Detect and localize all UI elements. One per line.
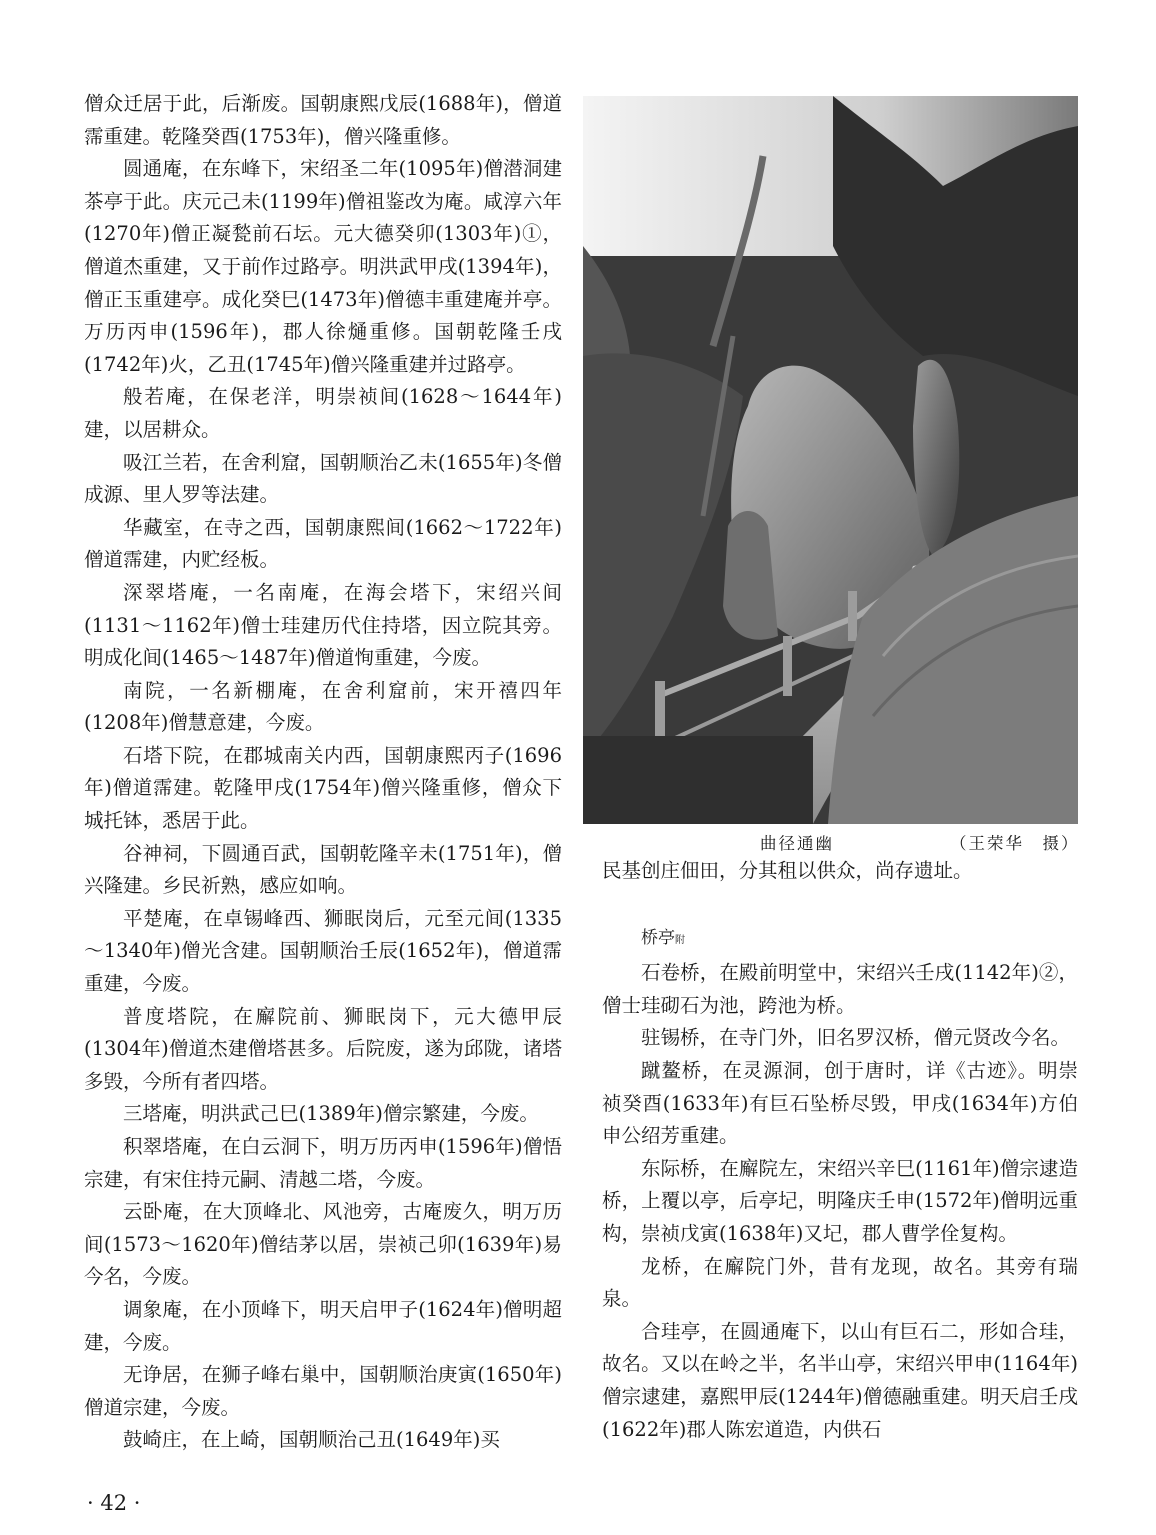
paragraph: 平楚庵，在卓锡峰西、狮眠岗后，元至元间(1335～1340年)僧光含建。国朝顺治壬辰(1652年)，僧道霈重建，今废。	[84, 906, 562, 996]
paragraph: 南院，一名新棚庵，在舍利窟前，宋开禧四年(1208年)僧慧意建，今废。	[84, 678, 562, 735]
right-text-column	[602, 855, 1078, 1446]
paragraph: 华藏室，在寺之西，国朝康熙间(1662～1722年)僧道霈建，内贮经板。	[84, 515, 562, 572]
paragraph: 般若庵，在保老洋，明崇祯间(1628～1644年)建，以居耕众。	[84, 385, 562, 441]
paragraph: 吸江兰若，在舍利窟，国朝顺治乙未(1655年)冬僧成源、里人罗等法建。	[84, 450, 562, 507]
paragraph: 调象庵，在小顶峰下，明天启甲子(1624年)僧明超建，今废。	[84, 1297, 562, 1354]
section-heading	[602, 922, 1078, 958]
paragraph: 蹴鳌桥，在灵源洞，创于唐时，详《古迹》。明崇祯癸酉(1633年)有巨石坠桥尽毁，甲戌(1634年)方伯申公绍芳重建。	[602, 1058, 1078, 1148]
photo-illustration	[583, 96, 1078, 824]
paragraph: 龙桥，在廨院门外，昔有龙现，故名。其旁有瑞泉。	[602, 1254, 1078, 1311]
paragraph: 石卷桥，在殿前明堂中，宋绍兴壬戌(1142年)②，僧士珪砌石为池，跨池为桥。	[602, 961, 1078, 1017]
paragraph: 驻锡桥，在寺门外，旧名罗汉桥，僧元贤改今名。	[641, 1026, 1071, 1050]
bridge-paragraphs	[602, 957, 1078, 1446]
paragraph: 僧众迁居于此，后渐废。国朝康熙戊辰(1688年)，僧道霈重建。乾隆癸酉(1753年)，僧兴隆重修。	[84, 92, 562, 148]
paragraph: 云卧庵，在大顶峰北、风池旁，古庵废久，明万历间(1573～1620年)僧结茅以居，崇祯己卯(1639年)易今名，今废。	[84, 1200, 562, 1289]
paragraph: 积翠塔庵，在白云洞下，明万历丙申(1596年)僧悟宗建，有宋住持元嗣、清越二塔，今废。	[84, 1135, 562, 1191]
photo-caption-credit: （王荣华 摄）	[950, 834, 1080, 853]
paragraph: 谷神祠，下圆通百武，国朝乾隆辛未(1751年)，僧兴隆建。乡民祈熟，感应如响。	[84, 841, 562, 898]
photo-winding-path	[583, 96, 1078, 824]
paragraph: 深翠塔庵，一名南庵，在海会塔下，宋绍兴间(1131～1162年)僧士珪建历代住持塔，因立院其旁。明成化间(1465～1487年)僧道恂重建，今废。	[84, 580, 562, 670]
paragraph: 东际桥，在廨院左，宋绍兴辛巳(1161年)僧宗逮造桥，上覆以亭，后亭圮，明隆庆壬申(1572年)僧明远重构，崇祯戊寅(1638年)又圮，郡人曹学佺复构。	[602, 1156, 1078, 1245]
page-number: · 42 ·	[87, 1491, 141, 1515]
continuation-paragraph: 民基创庄佃田，分其租以供众，尚存遗址。	[602, 859, 973, 882]
section-heading-title: 桥亭	[641, 927, 675, 948]
paragraph: 合珪亭，在圆通庵下，以山有巨石二，形如合珪，故名。又以在岭之半，名半山亭，宋绍兴甲申(1164年)僧宗逮建，嘉熙甲辰(1244年)僧德融重建。明天启壬戌(1622年)郡人陈宏道造，内供石	[602, 1319, 1078, 1441]
photo-caption-title: 曲径通幽	[760, 834, 834, 853]
paragraph: 普度塔院，在廨院前、狮眠岗下，元大德甲辰(1304年)僧道杰建僧塔甚多。后院废，遂为邱陇，诸塔多毁，今所有者四塔。	[84, 1004, 562, 1093]
paragraph: 圆通庵，在东峰下，宋绍圣二年(1095年)僧潜洞建茶亭于此。庆元己未(1199年)僧祖鉴改为庵。咸淳六年(1270年)僧正凝甃前石坛。元大德癸卯(1303年)①，僧道杰重建，又于前作过路亭。明洪武甲戌(1394年)，僧正玉重建亭。成化癸巳(1473年)僧德丰重建庵并亭。万历丙申(1596年)，郡人徐熥重修。国朝乾隆壬戌(1742年)火，乙丑(1745年)僧兴隆重建并过路亭。	[84, 157, 562, 376]
section-heading-note: 附	[675, 934, 685, 946]
paragraph: 三塔庵，明洪武己巳(1389年)僧宗繁建，今废。	[123, 1102, 539, 1126]
paragraph: 石塔下院，在郡城南关内西，国朝康熙丙子(1696年)僧道霈建。乾隆甲戌(1754年)僧兴隆重修，僧众下城托钵，悉居于此。	[84, 743, 562, 833]
paragraph: 无诤居，在狮子峰右巢中，国朝顺治庚寅(1650年)僧道宗建，今废。	[84, 1363, 562, 1419]
paragraph: 鼓崎庄，在上崎，国朝顺治己丑(1649年)买	[123, 1428, 500, 1452]
left-text-column	[84, 88, 562, 1457]
